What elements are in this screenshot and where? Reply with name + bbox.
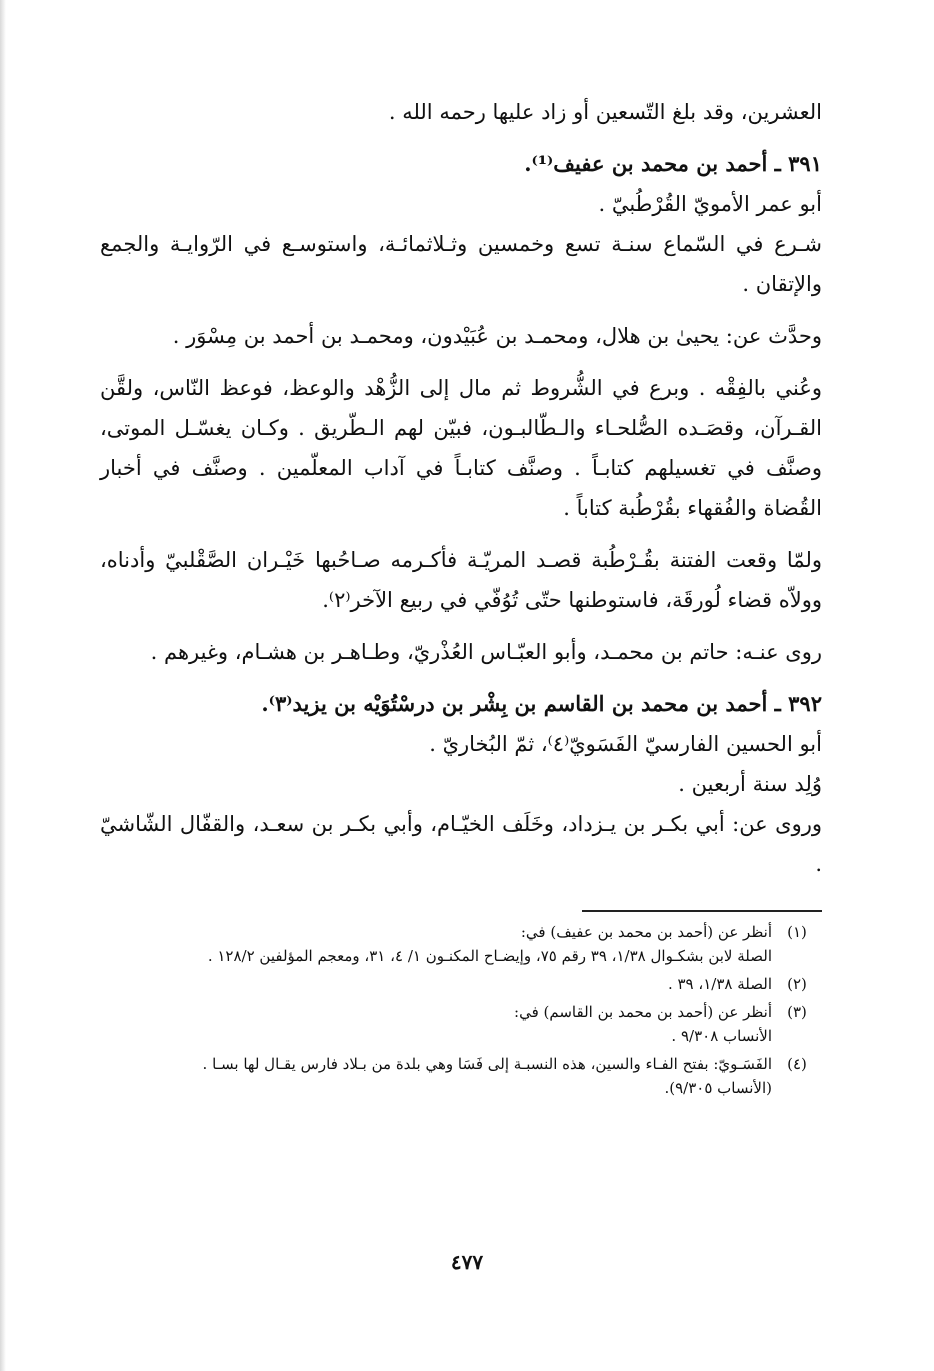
footnote-divider (582, 910, 822, 912)
paragraph: ٣٩٢ ـ أحمد بن محمد بن القاسم بن بِشْر بن درسْتُوَيْه بن يزيد⁽٣⁾. (261, 691, 822, 716)
footnote (100, 920, 822, 968)
main-text (100, 92, 822, 884)
paragraph: أبو عمر الأمويّ القُرْطُبيّ . (598, 192, 822, 216)
page-number: ٤٧٧ (450, 1250, 484, 1274)
footnote-line: أنظر عن (أحمد بن محمد بن القاسم) في: (514, 1003, 772, 1021)
footnote-text (100, 1052, 772, 1100)
footnote-line: الصلة ١/٣٨، ٣٩ . (667, 975, 772, 993)
footnote-text (100, 1000, 772, 1048)
paragraph: شـرع في السّماع سنـة تسع وخمسين وثـلاثمائـة، واستوسـع في الرّوايـة والجمع والإتقان . (100, 232, 822, 296)
footnote-text (100, 972, 772, 996)
footnote (100, 1052, 822, 1100)
footnote-line: الصلة لابن بشكـوال ١/٣٨، ٣٩ رقم ٧٥، وإيضـاح المكنـون ١/ ٤، ٣١، ومعجم المؤلفين ١٢٨/٢ . (207, 947, 772, 965)
footnote-text (100, 920, 772, 968)
paragraph: ٣٩١ ـ أحمد بن محمد بن عفيف⁽¹⁾. (524, 151, 822, 176)
paragraph: وُلِد سنة أربعين . (678, 772, 822, 796)
footnote-number: (٤) (787, 1055, 807, 1073)
paragraph: وحدَّث عن: يحيىٰ بن هلال، ومحمـد بن عُبَيْدون، ومحمـد بن أحمد بن مِسْوَر . (172, 324, 822, 348)
paragraph: أبو الحسين الفارسيّ الفَسَويّ⁽٤⁾، ثمّ البُخاريّ . (429, 732, 822, 756)
paragraph: روى عنـه: حاتم بن محمـد، وأبو العبّـاس العُذْريّ، وطـاهـر بن هشـام، وغيرهم . (150, 640, 822, 664)
footnote (100, 972, 822, 996)
paragraph: ولمّا وقعت الفتنة بقُـرْطُبة قصـد المريّـة فأكـرمه صـاحُبها خَيْـران الصَّقْلبيّ وأدناه، وولاّه قضاء لُورقَة، فاستوطنها حتّى تُوُفّي في ربيع الآخر⁽٢⁾. (100, 548, 822, 612)
footnote-line: أنظر عن (أحمد بن محمد بن عفيف) في: (520, 923, 772, 941)
footnote-line: الأنساب ٩/٣٠٨ . (671, 1027, 772, 1045)
paragraph: وروى عن: أبي بكـر بن يـزداد، وخَلَف الخيّـام، وأبي بكـر بن سعـد، والقفّال الشّاشيّ . (100, 812, 822, 876)
paragraph: العشرين، وقد بلغ التّسعين أو زاد عليها رحمه الله . (388, 100, 822, 124)
scan-edge-shadow (0, 0, 6, 1371)
footnotes (100, 920, 822, 1100)
footnote-number: (٣) (787, 1003, 807, 1021)
paragraph: وعُني بالفِقْه . وبرع في الشُّروط ثم مال إلى الزُّهْد والوعظ، فوعظ النّاس، ولقَّن القـرآن، وقصَـده الصُّلحـاء والـطّالبـون، فبيّن لهم الـطّريق . وكـان يغسّـل الموتى، وصنَّف في تغسيلهم كتابـاً . وصنَّف كتابـاً في آداب المعلّمين . وصنَّف في أخبار القُضاة والفُقهاء بقُرْطُبة كتاباً . (100, 376, 823, 520)
footnote-line: (الأنساب ٩/٣٠٥). (664, 1079, 772, 1097)
footnote (100, 1000, 822, 1048)
footnote-number: (١) (787, 923, 807, 941)
footnote-number: (٢) (787, 975, 807, 993)
footnote-line: الفَسَـويّ: بفتح الفـاء والسين، هذه النسبـة إلى فَسَا وهي بلدة من بـلاد فارس يقـال لها بسـا . (202, 1055, 772, 1073)
